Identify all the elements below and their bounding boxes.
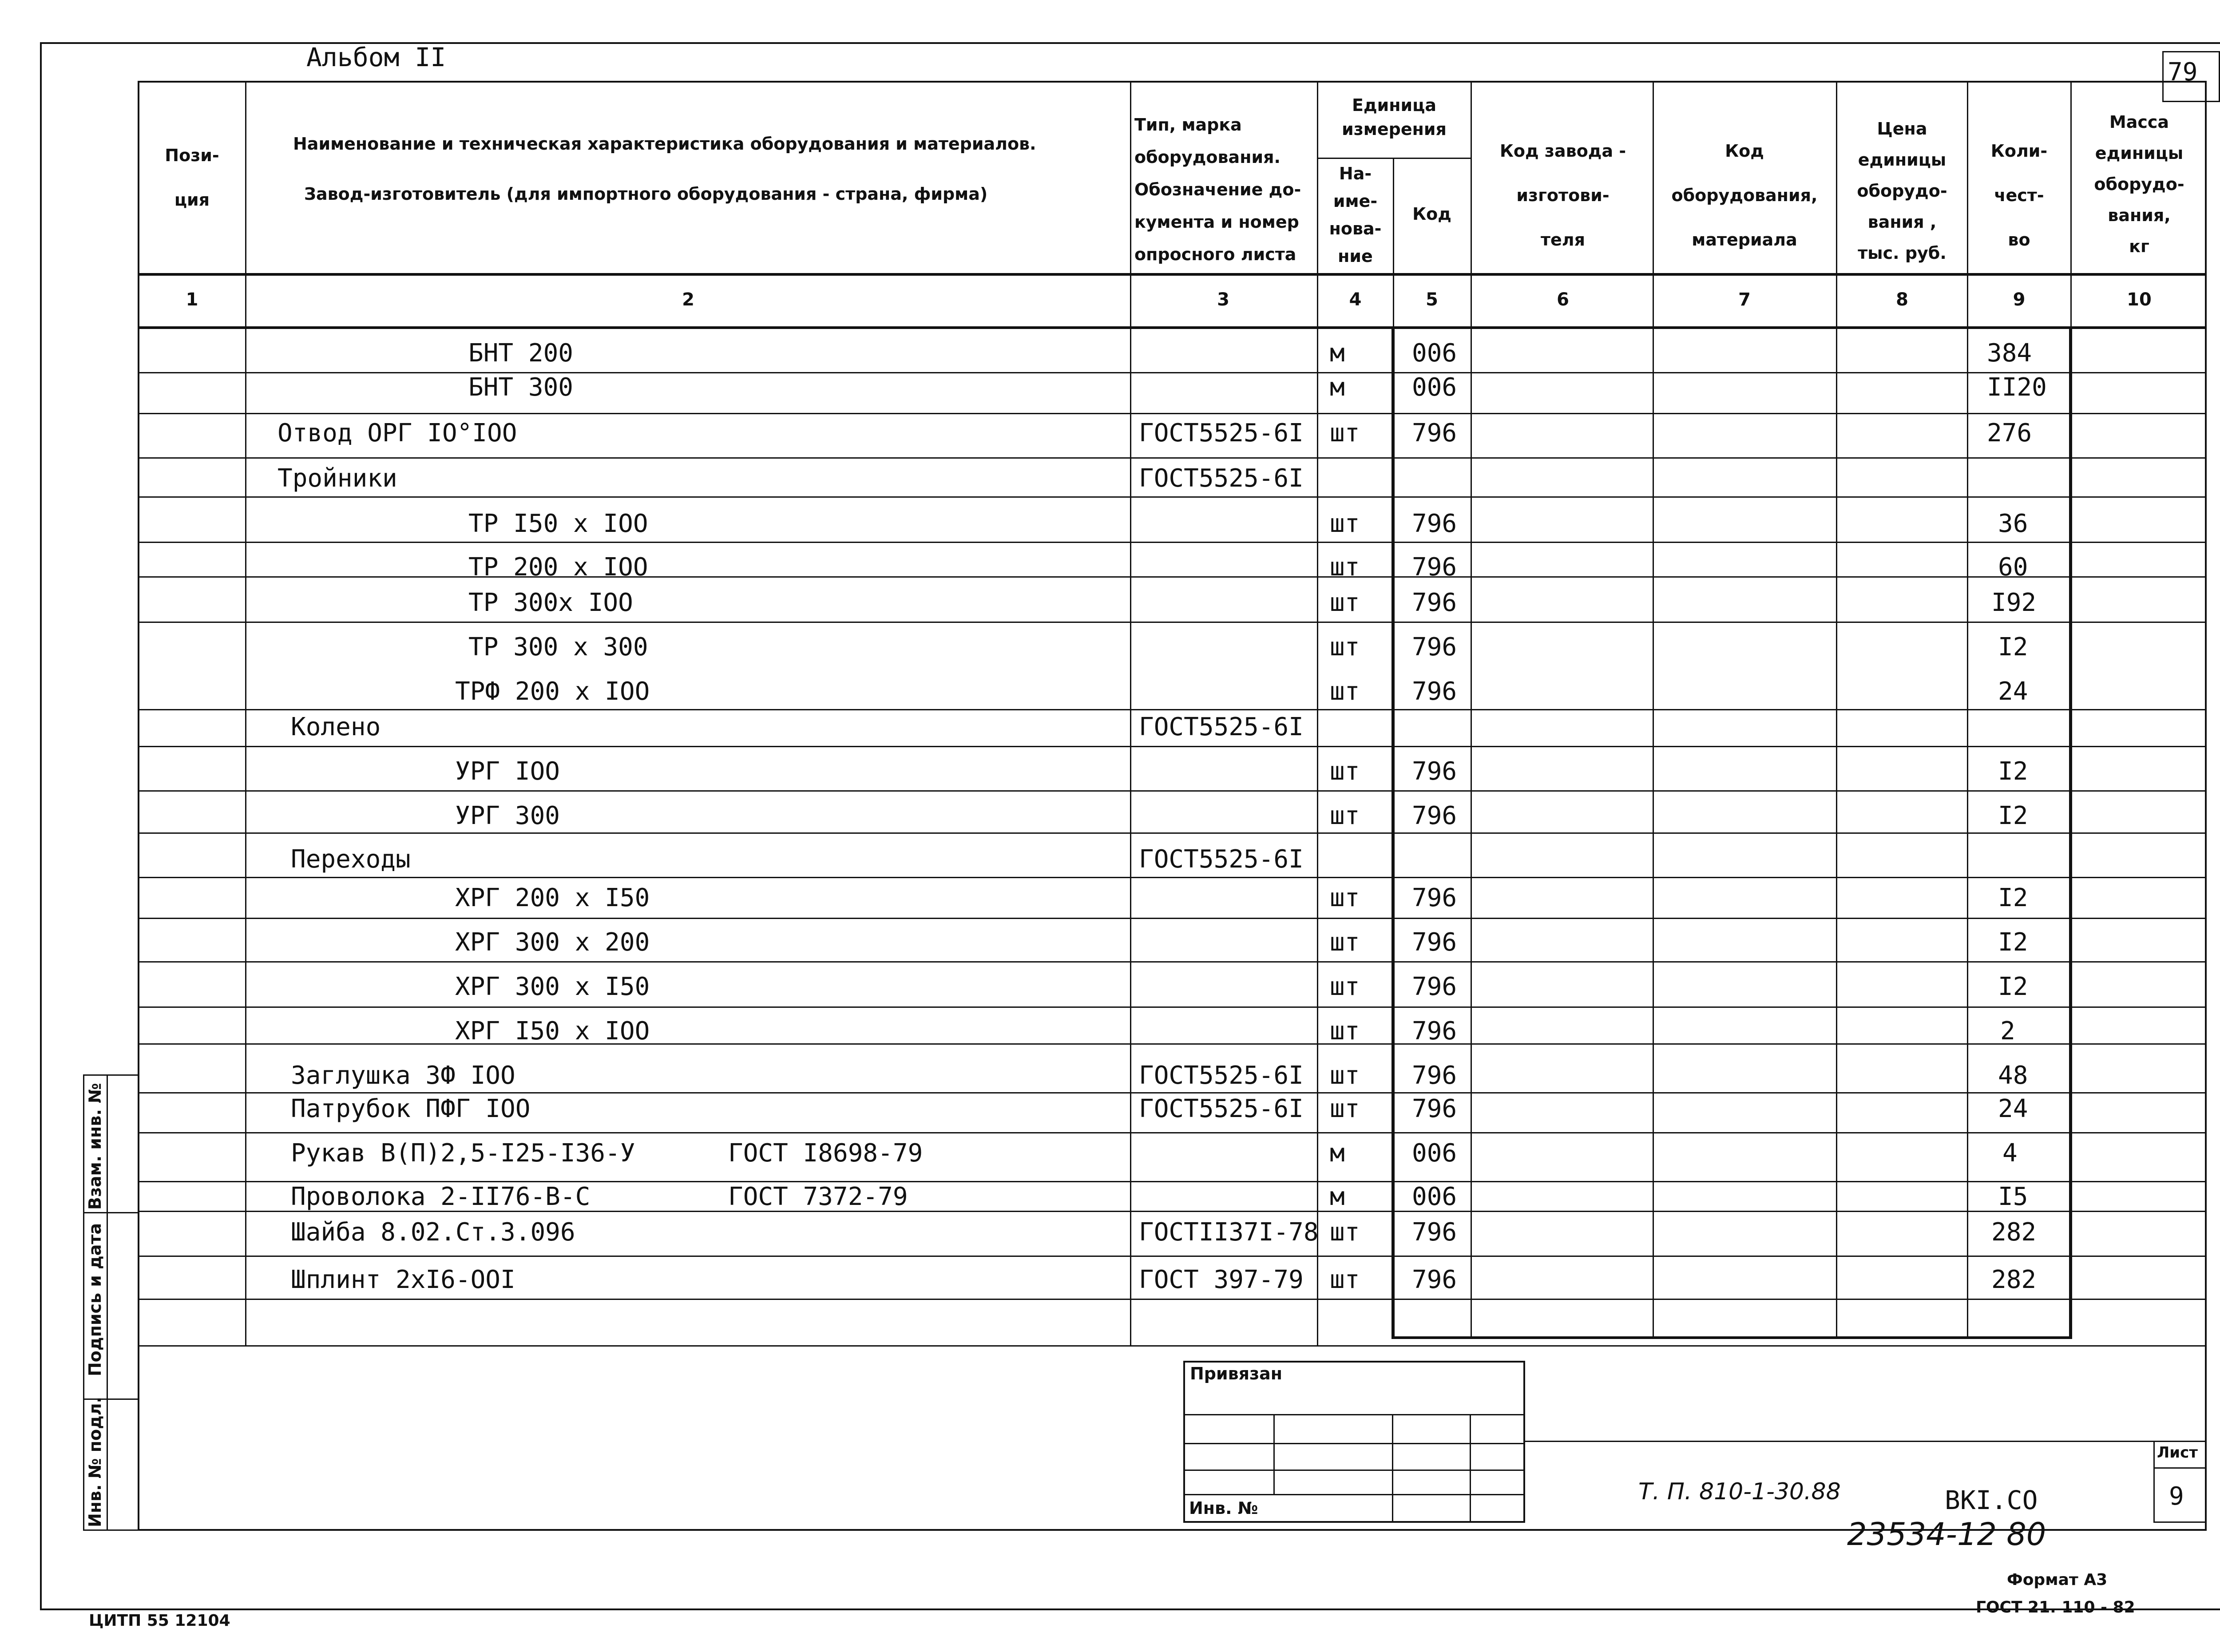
- row-unit-code: 796: [1412, 588, 1457, 617]
- header-quantity: Коли- чест- во: [1990, 141, 2048, 250]
- row-line: [138, 961, 2207, 963]
- row-name: Отвод ОРГ IO°IOO: [278, 419, 517, 448]
- row-standard: ГОСТ I8698-79: [728, 1139, 923, 1168]
- row-quantity: 276: [1987, 419, 2032, 448]
- row-unit-code: 796: [1412, 1265, 1457, 1294]
- header-bottom-line: [138, 273, 2207, 276]
- row-unit: шт: [1330, 509, 1360, 538]
- row-quantity: 2: [2000, 1017, 2015, 1046]
- row-unit-code: 796: [1412, 419, 1457, 448]
- row-document: ГОСТ5525-6I: [1139, 845, 1304, 874]
- stamp-col: [1392, 1414, 1393, 1523]
- row-name: ХРГ 300 x 200: [455, 928, 650, 957]
- row-unit-code: 796: [1412, 677, 1457, 706]
- row-line: [138, 457, 2207, 459]
- row-name: ТР I50 x IOO: [468, 509, 648, 538]
- row-unit-code: 796: [1412, 509, 1457, 538]
- sheet-number: 9: [2169, 1482, 2184, 1511]
- row-unit-code: 796: [1412, 801, 1457, 830]
- row-name: ХРГ I50 x IOO: [455, 1017, 650, 1046]
- stamp-line: [1183, 1443, 1525, 1444]
- column-number: 2: [682, 289, 694, 310]
- header-equipment-code: Код оборудования, материала: [1671, 141, 1818, 250]
- row-quantity: I92: [1991, 588, 2037, 617]
- row-document: ГОСТ5525-6I: [1139, 713, 1304, 741]
- row-line: [138, 1006, 2207, 1008]
- row-line: [138, 1043, 2207, 1045]
- gost-label: ГОСТ 21. 110 - 82: [1976, 1598, 2135, 1616]
- row-unit-code: 796: [1412, 928, 1457, 957]
- row-line: [138, 877, 2207, 878]
- row-quantity: 24: [1998, 1094, 2028, 1123]
- archive-number: 23534-12 80: [1847, 1516, 2046, 1553]
- sheet-box-divider: [2153, 1467, 2207, 1469]
- row-unit-code: 006: [1412, 373, 1457, 402]
- row-line: [138, 496, 2207, 498]
- row-unit: м: [1330, 1182, 1345, 1211]
- row-quantity: 48: [1998, 1061, 2028, 1090]
- row-unit: м: [1330, 373, 1345, 402]
- stamp-col: [1470, 1414, 1471, 1523]
- document-code: ВКI.СО: [1945, 1485, 2038, 1515]
- table-body-bottom: [138, 1345, 2207, 1347]
- row-line: [138, 832, 2207, 834]
- row-name: БНТ 200: [468, 339, 574, 368]
- row-unit: шт: [1330, 757, 1360, 786]
- title-block-top: [1525, 1441, 2207, 1442]
- row-document: ГОСТ5525-6I: [1139, 464, 1304, 493]
- side-strip-line: [83, 1212, 139, 1213]
- side-strip-divider: [107, 1074, 108, 1531]
- row-quantity: I2: [1998, 883, 2028, 912]
- row-quantity: I2: [1998, 757, 2028, 786]
- row-unit: шт: [1330, 1017, 1360, 1046]
- row-unit-code: 796: [1412, 1218, 1457, 1247]
- stamp-line: [1183, 1414, 1525, 1415]
- row-name: ТР 200 x IOO: [468, 553, 648, 582]
- row-name: БНТ 300: [468, 373, 574, 402]
- row-unit-code: 006: [1412, 339, 1457, 368]
- row-name: ХРГ 300 x I50: [455, 972, 650, 1001]
- col-line-1: [245, 81, 246, 1346]
- row-name: Проволока 2-II76-В-С: [291, 1182, 591, 1211]
- row-quantity: I5: [1998, 1182, 2028, 1211]
- row-line: [138, 746, 2207, 747]
- project-number: Т. П. 810-1-30.88: [1638, 1478, 1841, 1505]
- row-unit: шт: [1330, 801, 1360, 830]
- row-line: [138, 1299, 2207, 1300]
- row-quantity: 60: [1998, 553, 2028, 582]
- row-unit: шт: [1330, 633, 1360, 662]
- column-number: 8: [1896, 289, 1908, 310]
- row-unit: м: [1330, 339, 1345, 368]
- header-name-line1: Наименование и техническая характеристика оборудования и материалов.: [293, 134, 1036, 154]
- column-number: 4: [1349, 289, 1362, 310]
- row-unit: шт: [1330, 1061, 1360, 1090]
- row-quantity: 24: [1998, 677, 2028, 706]
- row-quantity: I2: [1998, 633, 2028, 662]
- stamp-line: [1183, 1470, 1525, 1471]
- column-number: 1: [186, 289, 198, 310]
- header-position: Пози- ция: [165, 146, 219, 210]
- row-quantity: 282: [1991, 1218, 2037, 1247]
- row-quantity: 282: [1991, 1265, 2037, 1294]
- row-unit-code: 796: [1412, 883, 1457, 912]
- row-unit-code: 006: [1412, 1139, 1457, 1168]
- row-document: ГОСТ5525-6I: [1139, 1094, 1304, 1123]
- row-quantity: I2: [1998, 928, 2028, 957]
- column-number: 6: [1557, 289, 1569, 310]
- row-line: [138, 709, 2207, 710]
- row-name: ТРФ 200 x IOO: [455, 677, 650, 706]
- row-line: [138, 576, 2207, 578]
- row-line: [138, 542, 2207, 543]
- row-unit: шт: [1330, 588, 1360, 617]
- stamp-col: [1273, 1414, 1275, 1494]
- header-name-line2: Завод-изготовитель (для импортного оборудования - страна, фирма): [304, 184, 988, 204]
- row-quantity: 384: [1987, 339, 2032, 368]
- format-label: Формат А3: [2007, 1571, 2108, 1589]
- row-name: Патрубок ПФГ IOO: [291, 1094, 531, 1123]
- row-unit-code: 796: [1412, 633, 1457, 662]
- row-unit-code: 006: [1412, 1182, 1457, 1211]
- column-number: 10: [2127, 289, 2152, 310]
- row-document: ГОСТ5525-6I: [1139, 419, 1304, 448]
- row-name: ТР 300 x 300: [468, 633, 648, 662]
- row-name: Шплинт 2xI6-OOI: [291, 1265, 515, 1294]
- row-unit: шт: [1330, 972, 1360, 1001]
- citp-code: ЦИТП 55 12104: [89, 1612, 230, 1630]
- row-line: [138, 1132, 2207, 1133]
- row-unit: шт: [1330, 928, 1360, 957]
- swap-inventory-label: Взам. инв. №: [85, 1083, 105, 1210]
- row-unit: шт: [1330, 677, 1360, 706]
- row-quantity: II20: [1987, 373, 2047, 402]
- row-unit-code: 796: [1412, 1061, 1457, 1090]
- inventory-number-label: Инв. №: [1189, 1498, 1258, 1518]
- stamp-line: [1183, 1494, 1525, 1495]
- original-inventory-label: Инв. № подл.: [85, 1396, 105, 1527]
- bound-label: Привязан: [1190, 1364, 1283, 1383]
- row-unit: шт: [1330, 1094, 1360, 1123]
- row-unit-code: 796: [1412, 553, 1457, 582]
- colnum-bottom-line: [138, 326, 2207, 329]
- header-price: Цена единицы оборудо- вания , тыс. руб.: [1857, 119, 1947, 263]
- header-plant-code: Код завода - изготови- теля: [1499, 141, 1626, 250]
- row-line: [138, 1256, 2207, 1257]
- header-unit-code: Код: [1412, 204, 1451, 224]
- col-line-3: [1317, 81, 1318, 1346]
- column-number: 7: [1738, 289, 1751, 310]
- row-line: [138, 372, 2207, 373]
- row-document: ГОСТ 397-79: [1139, 1265, 1304, 1294]
- signature-date-label: Подпись и дата: [85, 1223, 105, 1376]
- row-line: [138, 790, 2207, 792]
- row-name: Колено: [291, 713, 381, 741]
- row-document: ГОСТII37I-78: [1139, 1218, 1319, 1247]
- row-unit-code: 796: [1412, 1017, 1457, 1046]
- row-quantity: 36: [1998, 509, 2028, 538]
- row-unit: шт: [1330, 419, 1360, 448]
- row-quantity: I2: [1998, 801, 2028, 830]
- row-name: Рукав В(П)2,5-I25-I36-У: [291, 1139, 635, 1168]
- row-unit: м: [1330, 1139, 1345, 1168]
- row-unit: шт: [1330, 1218, 1360, 1247]
- column-number: 3: [1217, 289, 1229, 310]
- row-quantity: I2: [1998, 972, 2028, 1001]
- row-quantity: 4: [2002, 1139, 2018, 1168]
- page-number: 79: [2168, 58, 2198, 87]
- row-name: Тройники: [278, 464, 397, 493]
- row-line: [138, 1092, 2207, 1093]
- header-mass: Масса единицы оборудо- вания, кг: [2094, 112, 2184, 256]
- row-name: ТР 300x IOO: [468, 588, 633, 617]
- row-name: Переходы: [291, 845, 411, 874]
- column-number: 9: [2013, 289, 2026, 310]
- header-unit-name: На- име- нова- ние: [1329, 164, 1382, 266]
- column-number: 5: [1426, 289, 1438, 310]
- row-line: [138, 918, 2207, 919]
- row-line: [138, 413, 2207, 414]
- row-unit-code: 796: [1412, 972, 1457, 1001]
- row-unit: шт: [1330, 883, 1360, 912]
- row-line: [138, 622, 2207, 623]
- table-body-bottom-bold: [1391, 1336, 2072, 1339]
- album-title: Альбом II: [306, 42, 446, 72]
- row-unit: шт: [1330, 1265, 1360, 1294]
- row-unit-code: 796: [1412, 1094, 1457, 1123]
- header-unit-group: Единица измерения: [1342, 95, 1447, 139]
- row-name: УРГ 300: [455, 801, 560, 830]
- row-unit: шт: [1330, 553, 1360, 582]
- row-name: ХРГ 200 x I50: [455, 883, 650, 912]
- row-name: Заглушка ЗФ IOO: [291, 1061, 515, 1090]
- row-unit-code: 796: [1412, 757, 1457, 786]
- header-type: Тип, марка оборудования. Обозначение до- кумента и номер опросного листа: [1134, 115, 1301, 264]
- col-line-9: [2070, 81, 2072, 326]
- row-name: УРГ IOO: [455, 757, 560, 786]
- col-line-2: [1130, 81, 1131, 1346]
- row-document: ГОСТ5525-6I: [1139, 1061, 1304, 1090]
- row-standard: ГОСТ 7372-79: [728, 1182, 908, 1211]
- sheet-label: Лист: [2157, 1444, 2198, 1462]
- row-name: Шайба 8.02.Ст.3.096: [291, 1218, 575, 1247]
